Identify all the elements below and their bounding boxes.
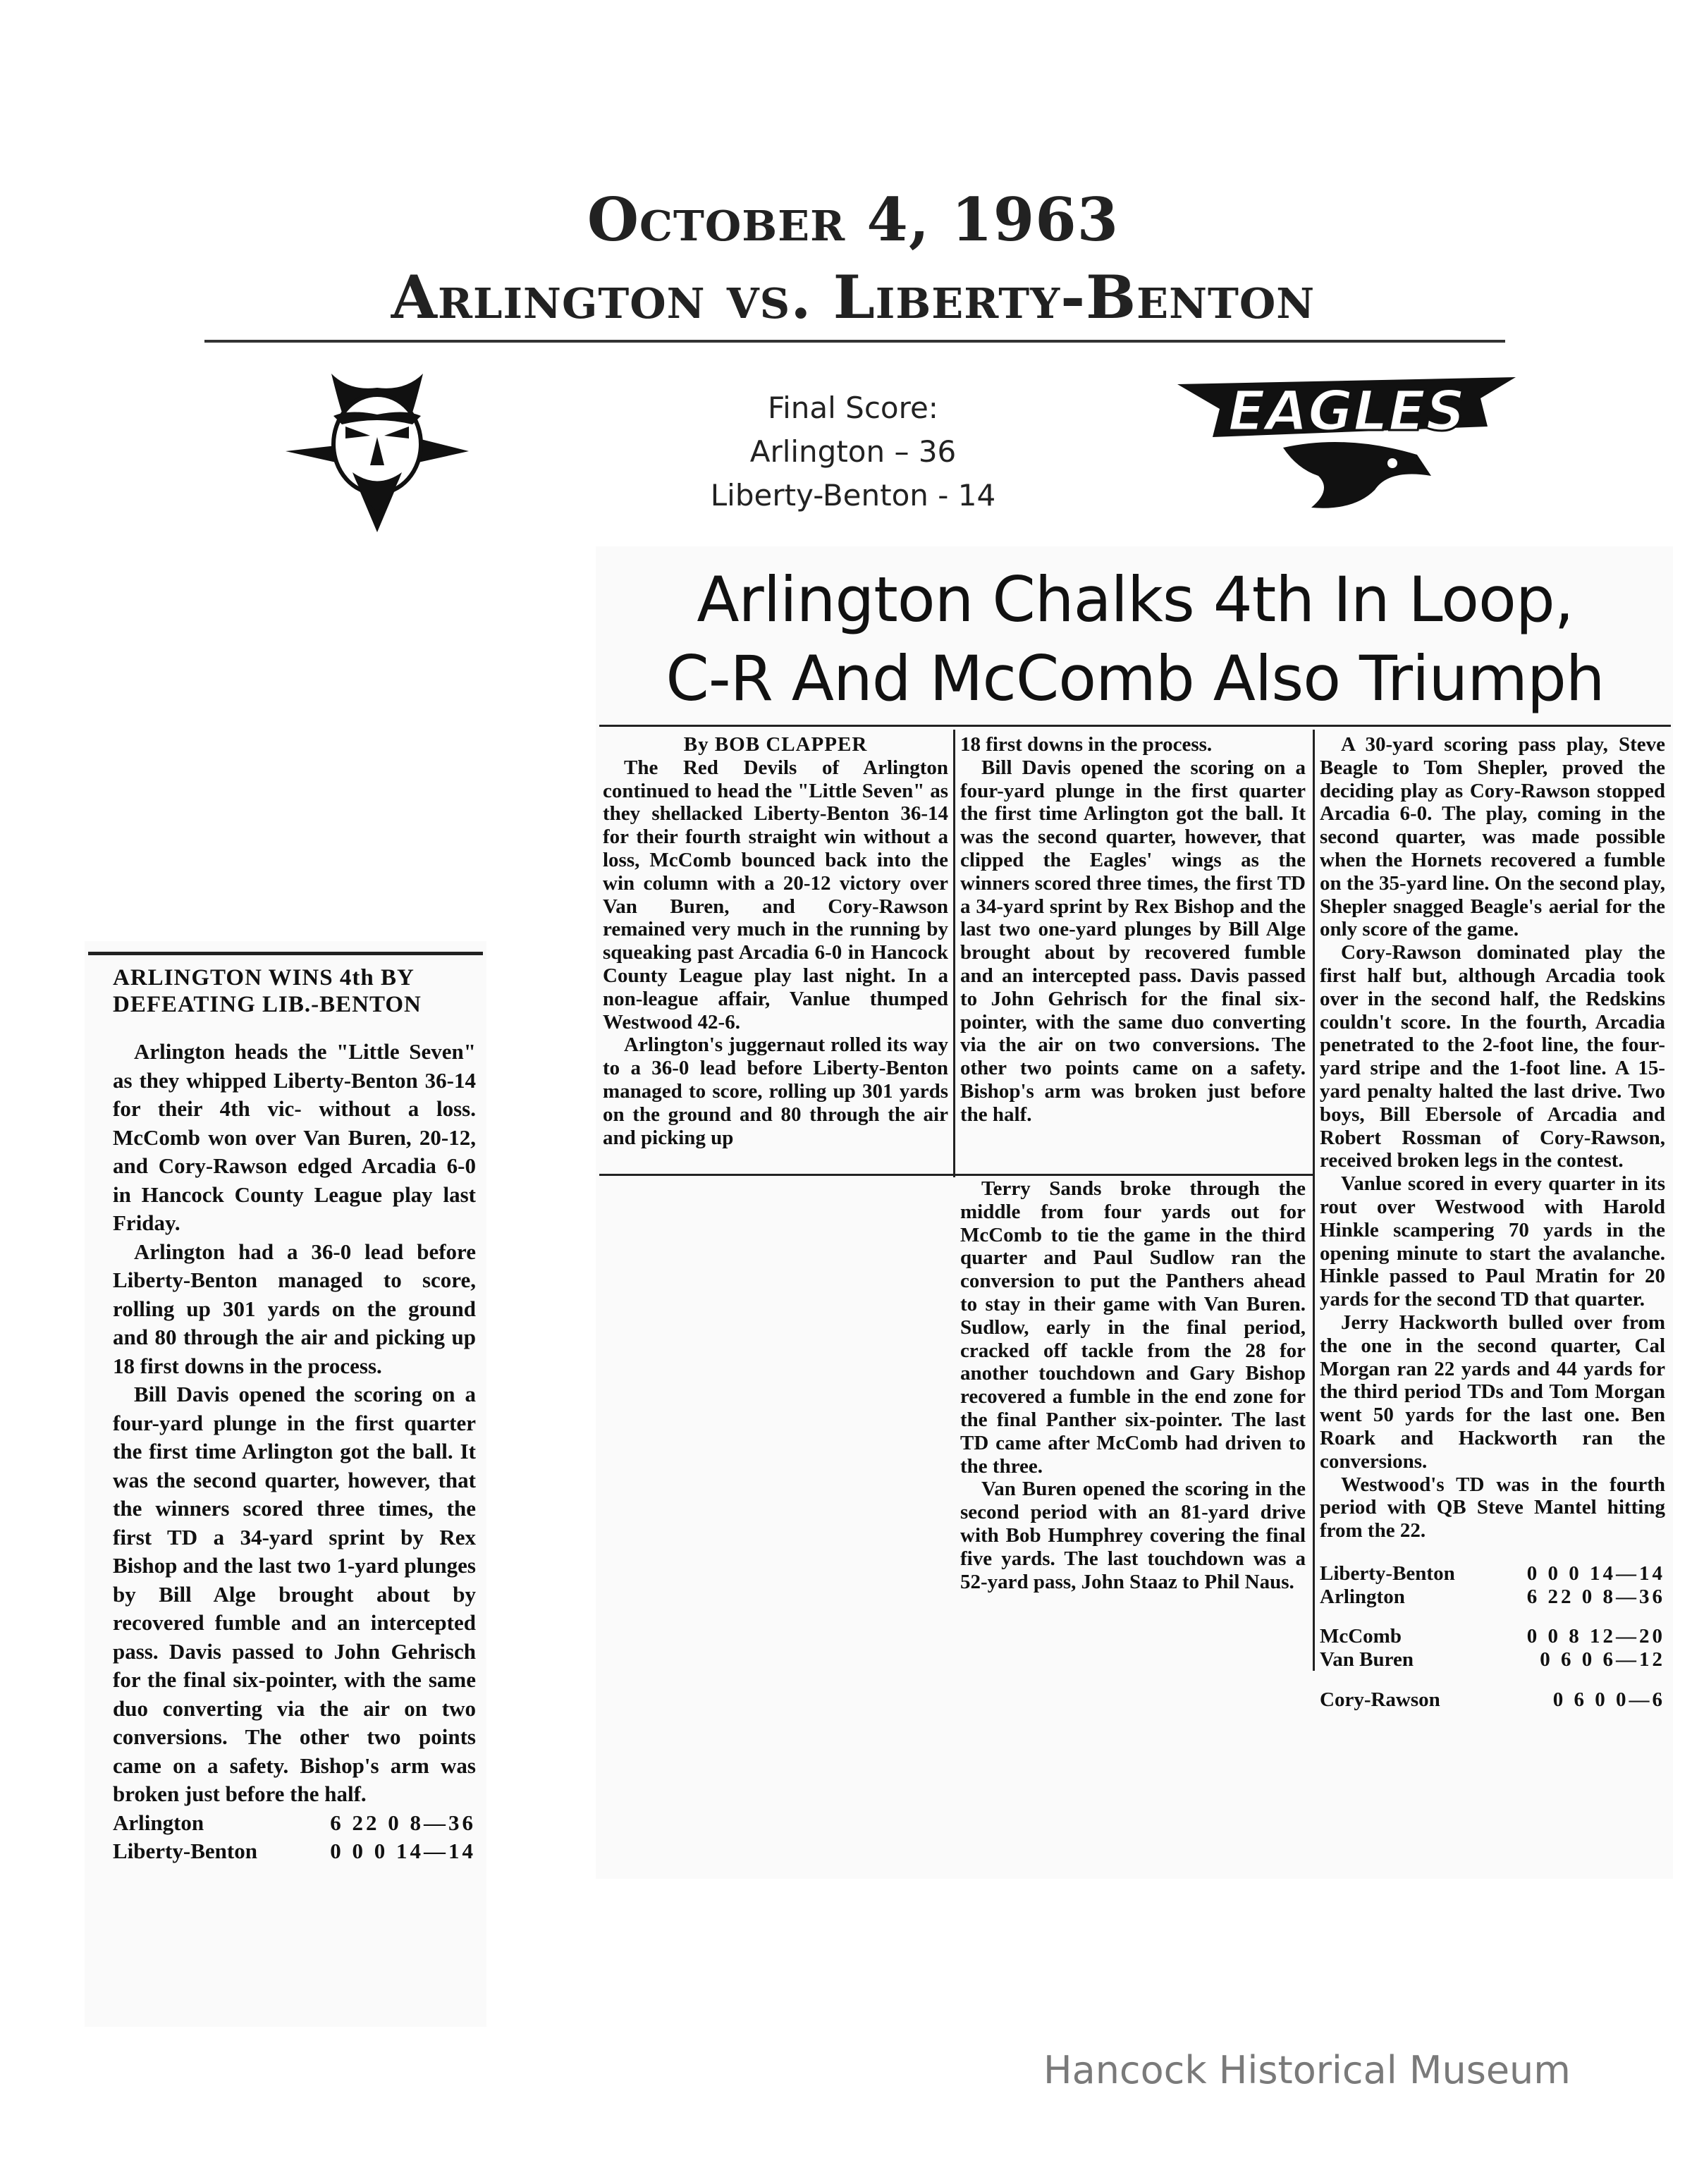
score-row [113,1809,476,1838]
quarter-scores: 0 6 0 6—12 [1540,1648,1665,1671]
page-matchup-title: Arlington vs. Liberty-Benton [391,262,1316,332]
headline-rule [599,725,1671,727]
team-name: Liberty-Benton [1320,1562,1455,1585]
team-name: Arlington [113,1810,204,1835]
final-score [663,386,1043,517]
quarter-scores: 0 0 8 12—20 [1526,1625,1665,1648]
headline-line-2: C-R And McComb Also Triumph [666,642,1605,715]
score-row [1320,1688,1665,1712]
red-devil-logo [271,360,483,536]
quarter-scores: 6 22 0 8—36 [330,1810,476,1835]
paragraph: 18 first downs in the process. [960,733,1213,756]
quarter-scores: 0 0 0 14—14 [1526,1562,1665,1585]
byline: By BOB CLAPPER [683,733,868,756]
score-row [1320,1585,1665,1609]
team-name: Liberty-Benton [113,1839,257,1863]
paragraph: Cory-Rawson dominated play the first half but, although Arcadia took over in the second half, the Redskins couldn't score. In the fourth, Arcadia penetrated to the 2-foot line, the four-yard stripe and the 1-foot line. A 15-yard penalty halted the last drive. Two boys, Bill Ebersole of Arcadia and Robert Rossman of Cory-Rawson, received broken legs in the contest. [1320,941,1665,1172]
final-score-liberty-benton: Liberty-Benton - 14 [710,478,996,513]
article-column-2-bottom [960,1177,1306,1593]
column-divider [1313,730,1315,1671]
team-name: Cory-Rawson [1320,1688,1440,1712]
article-column-3 [1320,733,1665,1712]
score-row [1320,1648,1665,1671]
article-column-2-top [960,733,1306,1127]
side-clipping-headline: ARLINGTON WINS 4th BY DEFEATING LIB.-BENTON [113,965,422,1017]
paragraph: Jerry Hackworth bulled over from the one in the second quarter, Cal Morgan ran 22 yards and 44 yards for the third period TDs and Tom Morgan went 50 yards for the last one. Ben Roark and Hackworth ran the conversions. [1320,1311,1665,1473]
museum-credit: Hancock Historical Museum [1043,2048,1571,2092]
section-rule [599,1174,1313,1176]
paragraph: A 30-yard scoring pass play, Steve Beagle to Tom Shepler, proved the deciding play as Cory-Rawson stopped Arcadia 6-0. The play, coming in the second quarter, was made possible when the Hornets recovered a fumble on the 35-yard line. On the second play, Shepler snagged Beagle's aerial for the only score of the game. [1320,733,1665,941]
paragraph: Arlington heads the "Little Seven" as they whipped Liberty-Benton 36-14 for their 4th vic- without a loss. McComb won over Van Buren, 20-12, and Cory-Rawson edged Arcadia 6-0 in Hancock County League play last Friday. [113,1039,476,1235]
team-name: Van Buren [1320,1648,1414,1671]
article-column-1 [603,733,948,1149]
team-name: Arlington [1320,1585,1405,1608]
column-divider [953,730,955,1177]
team-name: McComb [1320,1625,1402,1648]
quarter-scores: 0 0 0 14—14 [330,1839,476,1863]
box-scores [1320,1562,1665,1712]
quarter-scores: 6 22 0 8—36 [1526,1585,1665,1608]
quarter-scores: 0 6 0 0—6 [1552,1688,1665,1712]
paragraph: Van Buren opened the scoring in the second period with an 81-yard drive with Bob Humphrey covering the final five yards. The last touchdown was a 52-yard pass, John Staaz to Phil Naus. [960,1478,1306,1593]
title-divider [204,340,1505,343]
final-score-label: Final Score: [768,391,938,425]
score-row [1320,1562,1665,1585]
paragraph: The Red Devils of Arlington continued to head the "Little Seven" as they shellacked Liberty-Benton 36-14 for their fourth straight win without a loss, McComb bounced back into the win column with a 20-12 victory over Van Buren, and Cory-Rawson remained very much in the running by squeaking past Arcadia 6-0 in Hancock County League play last night. In a non-league affair, Vanlue thumped Westwood 42-6. [603,756,948,1033]
paragraph: Arlington had a 36-0 lead before Liberty-Benton managed to score, rolling up 301 yards on the ground and 80 through the air and picking up 18 first downs in the process. [113,1239,476,1378]
eagles-logo [1177,370,1516,518]
page-date-title: October 4, 1963 [587,185,1120,254]
paragraph: Arlington's juggernaut rolled its way to a 36-0 lead before Liberty-Benton managed to score, rolling up 301 yards on the ground and 80 through the air and picking up [603,1033,948,1149]
paragraph: Bill Davis opened the scoring on a four-yard plunge in the first quarter the first time Arlington got the ball. It was the second quarter, however, that clipped the Eagles' wings as the winners scored three times, the first TD a 34-yard sprint by Rex Bishop and the last two one-yard plunges by Bill Alge brought about by recovered fumble and an intercepted pass. Davis passed to John Gehrisch for the final six-pointer, with the same duo converting via the air on two conversions. The other two points came on a safety. Bishop's arm was broken just before the half. [960,756,1306,1126]
paragraph: Vanlue scored in every quarter in its rout over Westwood with Harold Hinkle scampering 70 yards in the opening minute to start the avalanche. Hinkle passed to Paul Mratin for 20 yards for the second TD that quarter. [1320,1172,1665,1311]
score-row [1320,1625,1665,1648]
article-headline [606,560,1664,718]
final-score-arlington: Arlington – 36 [749,434,957,469]
paragraph: Westwood's TD was in the fourth period with QB Steve Mantel hitting from the 22. [1320,1473,1665,1542]
paragraph: Bill Davis opened the scoring on a four-yard plunge in the first quarter the first time Arlington got the ball. It was the second quarter, however, that the winners scored three times, the first TD a 34-yard sprint by Rex Bishop and the last two 1-yard plunges by Bill Alge brought about by recovered fumble and an intercepted pass. Davis passed to John Gehrisch for the final six-pointer, with the same duo converting via the air on two conversions. The other two points came on a safety. Bishop's arm was broken just before the half. [113,1382,476,1806]
headline-line-1: Arlington Chalks 4th In Loop, [697,563,1574,636]
side-clipping-text [113,964,476,1866]
eagles-logo-text: EAGLES [1227,380,1466,443]
paragraph: Terry Sands broke through the middle from four yards out for McComb to tie the game in the third quarter and Paul Sudlow ran the conversion to put the Panthers ahead to stay in their game with Van Buren. Sudlow, early in the final period, cracked off tackle from the 28 for another touchdown and Gary Bishop recovered a fumble in the end zone for the final Panther six-pointer. The last TD came after McComb had driven to the three. [960,1177,1306,1478]
score-row [113,1837,476,1866]
clipping-top-rule [88,952,483,955]
